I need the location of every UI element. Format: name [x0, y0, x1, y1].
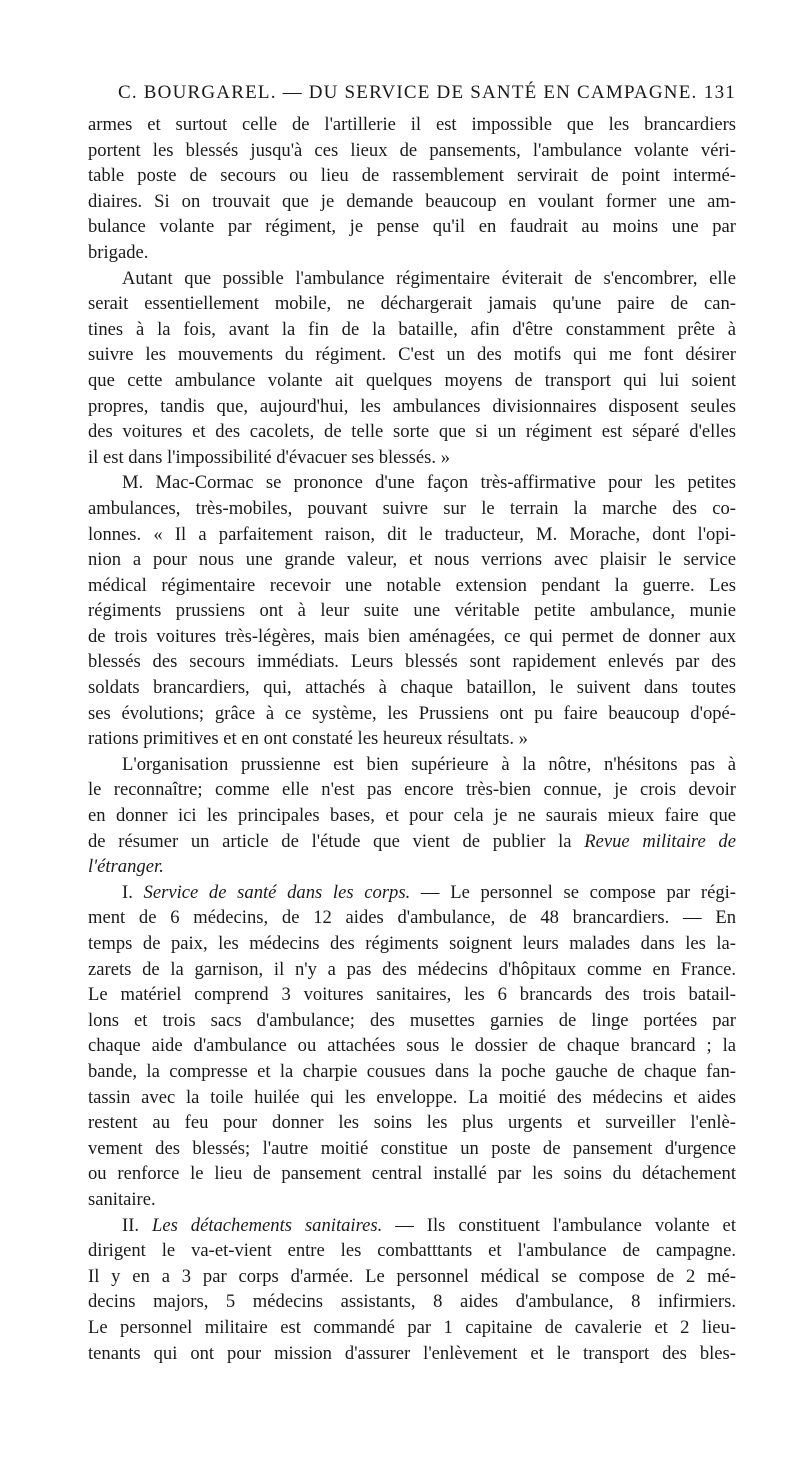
text-line: decins majors, 5 médecins assistants, 8 aides d'ambulance, 8 infirmiers.	[88, 1291, 736, 1313]
text-line: propres, tandis que, aujourd'hui, les ambulances divisionnaires disposent seules	[88, 395, 736, 417]
running-title: C. BOURGAREL. — DU SERVICE DE SANTÉ EN CAMPAGNE.	[118, 82, 698, 103]
body-text	[88, 112, 736, 1366]
text-line: vement des blessés; l'autre moitié constitue un poste de pansement d'urgence	[88, 1137, 736, 1159]
text-line: M. Mac-Cormac se prononce d'une façon très-affirmative pour les petites	[122, 472, 736, 494]
text-line: médical régimentaire recevoir une notable extension pendant la guerre. Les	[88, 574, 736, 596]
text-line: lonnes. « Il a parfaitement raison, dit le traducteur, M. Morache, dont l'opi-	[88, 523, 736, 545]
text-line: armes et surtout celle de l'artillerie il est impossible que les brancardiers	[88, 114, 736, 135]
text-line: nion a pour nous une grande valeur, et nous verrions avec plaisir le service	[88, 549, 736, 571]
text-line: de résumer un article de l'étude que vient de publier la Revue militaire de	[88, 830, 736, 852]
text-line: blessés des secours immédiats. Leurs blessés sont rapidement enlevés par des	[88, 651, 736, 673]
text-line: diaires. Si on trouvait que je demande beaucoup en voulant former une am-	[88, 190, 736, 212]
running-header	[88, 76, 736, 110]
text-line: Autant que possible l'ambulance régimentaire éviterait de s'encombrer, elle	[122, 267, 736, 289]
text-line: bande, la compresse et la charpie cousues dans la poche gauche de chaque fan-	[88, 1060, 736, 1082]
text-line: de trois voitures très-légères, mais bien aménagées, ce qui permet de donner aux	[88, 625, 736, 647]
text-line: suivre les mouvements du régiment. C'est un des motifs qui me font désirer	[88, 344, 736, 366]
text-line: tines à la fois, avant la fin de la bataille, afin d'être constamment prête à	[88, 318, 736, 340]
text-line: il est dans l'impossibilité d'évacuer ses blessés. »	[88, 446, 450, 468]
text-line: restent au feu pour donner les soins les plus urgents et surveiller l'enlè-	[88, 1112, 736, 1134]
text-line: ou renforce le lieu de pansement central installé par les soins du détachement	[88, 1163, 736, 1185]
text-line: bulance volante par régiment, je pense qu'il en faudrait au moins une par	[88, 216, 736, 238]
text-line: serait essentiellement mobile, ne déchargerait jamais qu'une paire de can-	[88, 293, 736, 315]
text-line: rations primitives et en ont constaté les heureux résultats. »	[88, 728, 528, 750]
text-line: des voitures et des cacolets, de telle sorte que si un régiment est séparé d'elles	[88, 421, 736, 443]
text-line: Le matériel comprend 3 voitures sanitaires, les 6 brancards des trois batail-	[88, 984, 736, 1006]
text-line: en donner ici les principales bases, et pour cela je ne saurais mieux faire que	[88, 805, 736, 827]
text-line: sanitaire.	[88, 1188, 156, 1210]
text-line: le reconnaître; comme elle n'est pas encore très-bien connue, je crois devoir	[88, 779, 736, 801]
text-line: que cette ambulance volante ait quelques moyens de transport qui lui soient	[88, 369, 736, 391]
text-line: temps de paix, les médecins des régiments soignent leurs malades dans les la-	[88, 933, 736, 954]
text-line: brigade.	[88, 241, 149, 263]
text-line: ses évolutions; grâce à ce système, les Prussiens ont pu faire beaucoup d'opé-	[88, 702, 736, 724]
text-line: chaque aide d'ambulance ou attachées sous le dossier de chaque brancard ; la	[88, 1035, 736, 1057]
text-line: I. Service de santé dans les corps. — Le personnel se compose par régi-	[122, 881, 736, 903]
page-number: 131	[703, 82, 736, 103]
text-line: soldats brancardiers, qui, attachés à chaque bataillon, le suivent dans toutes	[88, 677, 736, 699]
text-line: portent les blessés jusqu'à ces lieux de pansements, l'ambulance volante véri-	[88, 139, 736, 161]
text-line: ment de 6 médecins, de 12 aides d'ambulance, de 48 brancardiers. — En	[88, 907, 736, 929]
text-line: Il y en a 3 par corps d'armée. Le personnel médical se compose de 2 mé-	[88, 1265, 736, 1287]
text-line: L'organisation prussienne est bien supérieure à la nôtre, n'hésitons pas à	[122, 753, 736, 775]
text-line: dirigent le va-et-vient entre les combatttants et l'ambulance de campagne.	[88, 1240, 736, 1262]
text-line: Le personnel militaire est commandé par 1 capitaine de cavalerie et 2 lieu-	[88, 1316, 736, 1338]
text-line: l'étranger.	[88, 856, 164, 878]
text-line: tenants qui ont pour mission d'assurer l'enlèvement et le transport des bles-	[88, 1342, 736, 1364]
text-line: II. Les détachements sanitaires. — Ils constituent l'ambulance volante et	[122, 1214, 736, 1236]
text-line: lons et trois sacs d'ambulance; des musettes garnies de linge portées par	[88, 1009, 736, 1031]
text-line: tassin avec la toile huilée qui les enveloppe. La moitié des médecins et aides	[88, 1086, 736, 1108]
text-line: zarets de la garnison, il n'y a pas des médecins d'hôpitaux comme en France.	[88, 958, 736, 980]
text-line: table poste de secours ou lieu de rassemblement servirait de point intermé-	[88, 165, 736, 187]
text-line: ambulances, très-mobiles, pouvant suivre sur le terrain la marche des co-	[88, 497, 736, 519]
text-line: régiments prussiens ont à leur suite une véritable petite ambulance, munie	[88, 600, 736, 622]
